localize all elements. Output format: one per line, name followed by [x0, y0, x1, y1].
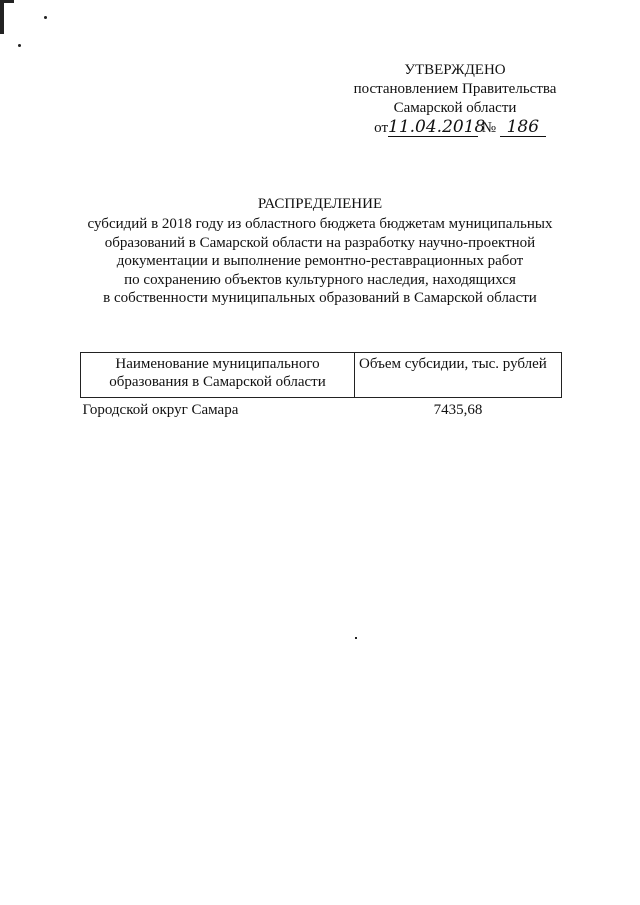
- subtitle-line: образований в Самарской области на разработку научно-проектной: [104, 234, 536, 251]
- table-row: [81, 398, 562, 423]
- approval-line: Самарской области: [393, 100, 517, 116]
- subtitle-line: в собственности муниципальных образований в Самарской области: [103, 290, 537, 306]
- cell-subsidy: 7435,68: [433, 402, 483, 418]
- subtitle-line: документации и выполнение ремонтно-реставрационных работ: [116, 253, 524, 269]
- scan-dot: [355, 637, 357, 639]
- date-prefix: от: [374, 120, 389, 136]
- handwritten-number: 186: [500, 118, 546, 137]
- scan-dot: [18, 44, 21, 47]
- number-prefix: №: [481, 120, 497, 136]
- scan-edge-mark: [0, 0, 4, 34]
- handwritten-date: 11.04.2018: [388, 117, 486, 137]
- cell-municipality: Городской округ Самара: [82, 402, 239, 418]
- approval-block: [340, 61, 570, 138]
- header-subsidy: Объем субсидии, тыс. рублей: [355, 353, 562, 398]
- document-subtitle: [40, 215, 600, 308]
- subsidy-table: [80, 352, 562, 422]
- subtitle-line: по сохранению объектов культурного наследия, находящихся: [124, 271, 516, 288]
- scan-dot: [44, 16, 47, 19]
- approval-line: постановлением Правительства: [353, 81, 557, 97]
- header-municipality: Наименование муниципального образования в Самарской области: [81, 353, 355, 398]
- subtitle-line: субсидий в 2018 году из областного бюджета бюджетам муниципальных: [87, 216, 553, 232]
- approval-heading: УТВЕРЖДЕНО: [404, 62, 506, 78]
- document-title: РАСПРЕДЕЛЕНИЕ: [257, 196, 383, 212]
- approval-date-line: [350, 118, 570, 138]
- table-header-row: [81, 353, 562, 398]
- scan-edge-mark: [0, 0, 14, 3]
